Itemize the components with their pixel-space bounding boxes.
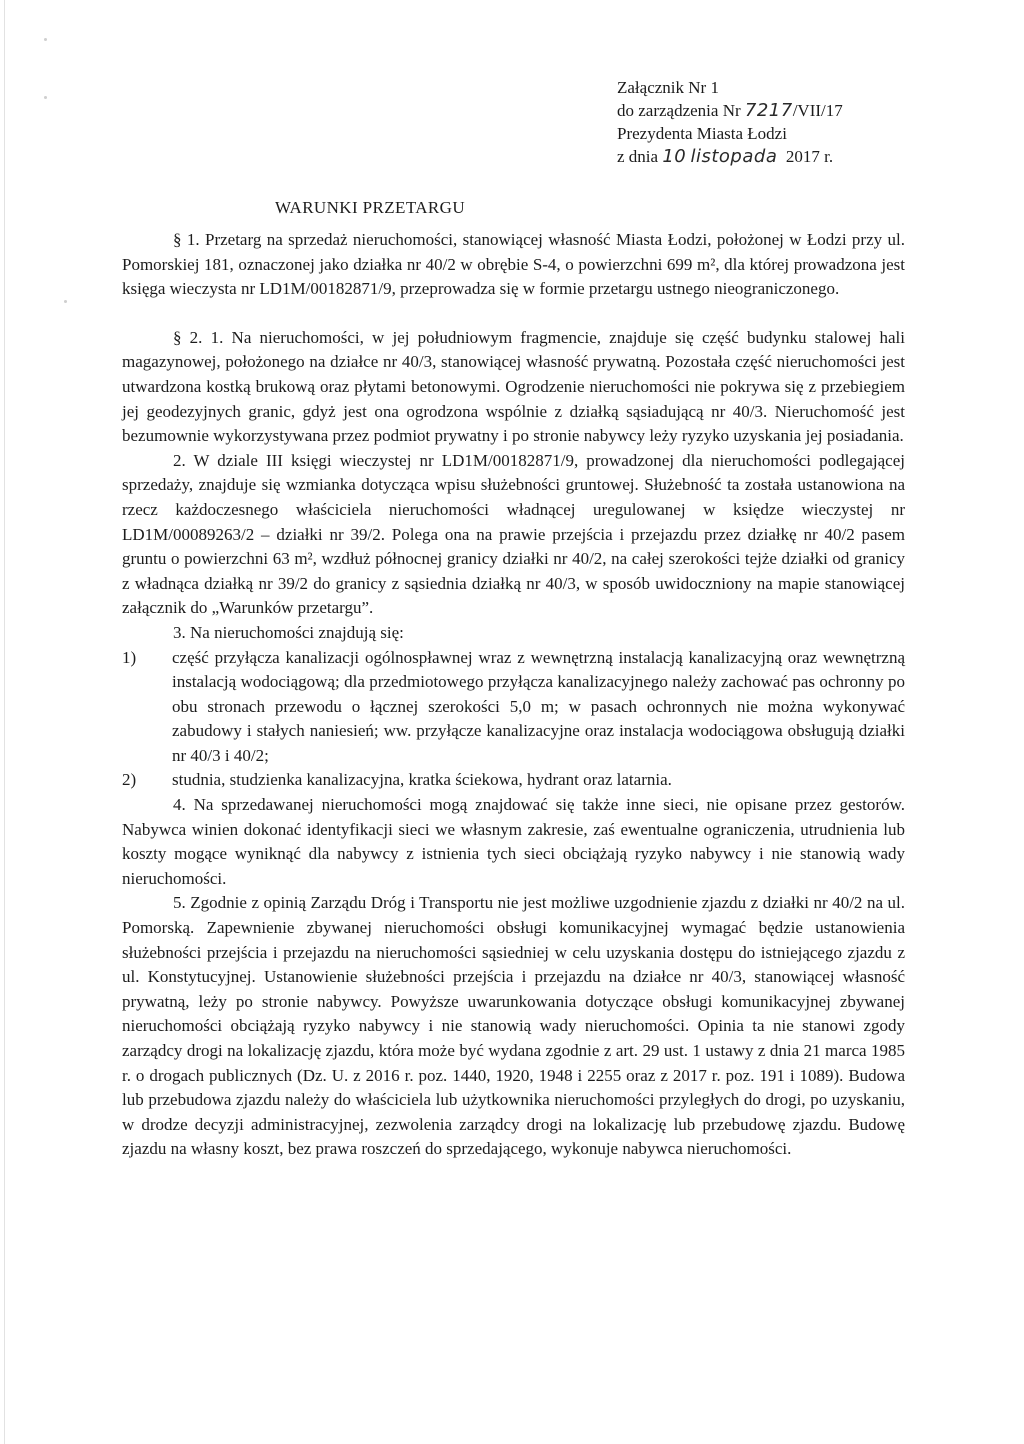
annex-line-1: Załącznik Nr 1	[617, 78, 719, 97]
list-item-text: część przyłącza kanalizacji ogólnospławnej wraz z wewnętrzną instalacją kanalizacyjną oraz wewnętrzną instalacją wodociągową; dla przedmiotowego przyłącza kanalizacyjnego należy zachować pas ochronny po obu stronach przewodu o łącznej szerokości 5,0 m; w pasach ochronnych nie można wykonywać zabudowy i stałych naniesień; ww. przyłącze kanalizacyjne oraz instalacja wodociągowa obsługują działki nr 40/3 i 40/2;	[172, 647, 905, 765]
annex-line-2-prefix: do zarządzenia Nr	[617, 101, 741, 120]
list-item-number: 2)	[122, 770, 137, 790]
paragraph-6: 5. Zgodnie z opinią Zarządu Dróg i Transportu nie jest możliwe uzgodnienie zjazdu z działki nr 40/2 na ul. Pomorską. Zapewnienie zbywanej nieruchomości obsługi komunikacyjnej wymagać będzie ustanowienia służebności przejścia i przejazdu na nieruchomości sąsiedniej w celu uzyskania dostępu do istniejącego zjazdu z ul. Konstytucyjnej. Ustanowienie służebności przejścia i przejazdu na działce nr 40/3, stanowiącej własność prywatną, leży po stronie nabywcy. Powyższe uwarunkowania dotyczące obsługi komunikacyjnej zbywanej nieruchomości obciążają ryzyko nabywcy i nie stanowią wady nieruchomości. Opinia ta nie stanowi zgody zarządcy drogi na lokalizację zjazdu, która może być wydana zgodnie z art. 29 ust. 1 ustawy z dnia 21 marca 1985 r. o drogach publicznych (Dz. U. z 2016 r. poz. 1440, 1920, 1948 i 2255 oraz z 2017 r. poz. 191 i 1089). Budowa lub przebudowa zjazdu należy do właściciela lub użytkownika nieruchomości przyległych do drogi, po uzyskaniu, w drodze decyzji administracyjnej, zezwolenia zarządcy drogi na lokalizację lub przebudowę zjazdu. Budowę zjazdu na własny koszt, bez prawa roszczeń do sprzedającego, wykonuje nabywca nieruchomości.	[122, 893, 905, 1159]
paragraph-3: 2. W dziale III księgi wieczystej nr LD1M/00182871/9, prowadzonej dla nieruchomości podlegającej sprzedaży, znajduje się wzmianka dotycząca wpisu służebności gruntowej. Służebność ta została ustanowiona na rzecz każdoczesnego właściciela nieruchomości władnącej uregulowanej w księdze wieczystej nr LD1M/00089263/2 – działki nr 39/2. Polega ona na prawie przejścia i przejazdu przez działkę nr 40/2 pasem gruntu o powierzchni 63 m², wzdłuż północnej granicy działki nr 40/2, na całej szerokości tejże działki od granicy z władnąca działką nr 39/2 do granicy z sąsiednia działką nr 40/3, w sposób uwidoczniony na mapie stanowiącej załącznik do „Warunków przetargu”.	[122, 450, 905, 618]
list-item	[122, 768, 905, 793]
scan-speck	[64, 300, 67, 303]
handwritten-month: listopada	[690, 146, 778, 167]
annex-line-2-suffix: /VII/17	[792, 101, 843, 120]
annex-line-3: Prezydenta Miasta Łodzi	[617, 124, 787, 143]
list-item-number: 1)	[122, 647, 137, 667]
list-item-text: studnia, studzienka kanalizacyjna, kratka ściekowa, hydrant oraz latarnia.	[172, 770, 672, 790]
annex-line-4-year: 2017 r.	[785, 147, 834, 166]
handwritten-day: 10	[662, 146, 687, 167]
paragraph-4: 3. Na nieruchomości znajdują się:	[173, 622, 404, 642]
handwritten-order-number: 7217	[744, 100, 793, 121]
paragraph-2: § 2. 1. Na nieruchomości, w jej południowym fragmencie, znajduje się część budynku stalowej hali magazynowej, położonego na działce nr 40/3, stanowiącej własność prywatną. Pozostała część nieruchomości jest utwardzona kostką brukową oraz płytami betonowymi. Ogrodzenie nieruchomości nie pokrywa się z przebiegiem jej geodezyjnych granic, gdyż jest ona ogrodzona wspólnie z działką sąsiadującą nr 40/3. Nieruchomość jest bezumownie wykorzystywana przez podmiot prywatny i po stronie nabywcy leży ryzyko uzyskania jej posiadania.	[122, 327, 905, 446]
document-body	[122, 228, 905, 1162]
annex-line-2	[617, 99, 997, 122]
scan-speck	[44, 38, 47, 41]
scan-speck	[44, 96, 47, 99]
paragraph-5: 4. Na sprzedawanej nieruchomości mogą znajdować się także inne sieci, nie opisane przez gestorów. Nabywca winien dokonać identyfikacji sieci we własnym zakresie, zaś ewentualne ograniczenia, utrudnienia lub koszty mogące wyniknąć dla nabywcy z istnienia tych sieci obciążają ryzyko nabywcy i nie stanowią wady nieruchomości.	[122, 795, 905, 888]
paragraph-1: § 1. Przetarg na sprzedaż nieruchomości, stanowiącej własność Miasta Łodzi, położonej w Łodzi przy ul. Pomorskiej 181, oznaczonej jako działka nr 40/2 w obrębie S-4, o powierzchni 699 m², dla której prowadzona jest księga wieczysta nr LD1M/00182871/9, przeprowadza się w formie przetargu ustnego nieograniczonego.	[122, 230, 905, 299]
annex-line-4-prefix: z dnia	[617, 147, 659, 166]
annex-header	[617, 76, 997, 168]
annex-line-4	[617, 145, 997, 168]
document-title: WARUNKI PRZETARGU	[274, 198, 466, 217]
list-item	[122, 646, 905, 769]
